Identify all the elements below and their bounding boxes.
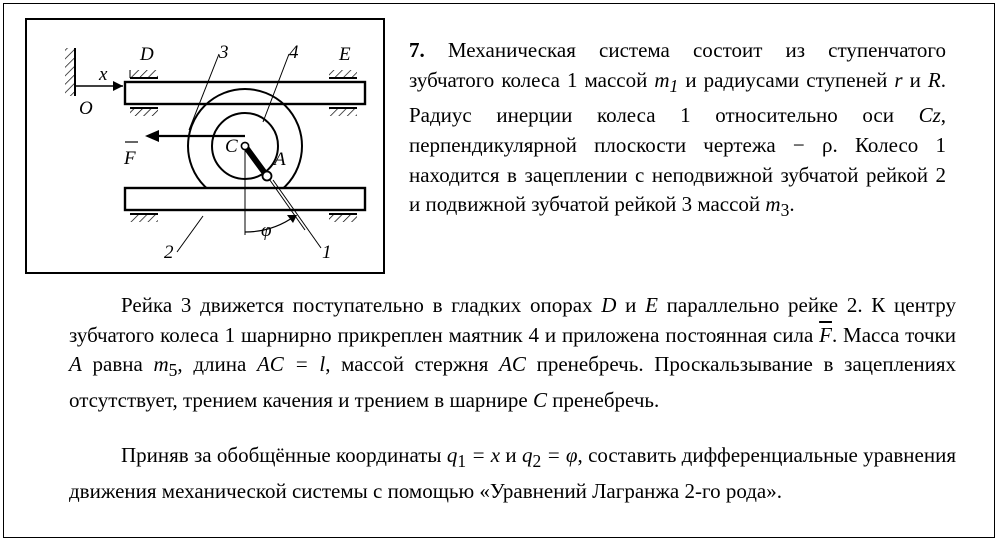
angle-arrowhead (287, 215, 297, 223)
coord-q1: q (446, 443, 458, 467)
mass-m1-sub: 1 (669, 75, 679, 96)
support-d-ref: D (601, 293, 617, 317)
support-e-ref: E (645, 293, 658, 317)
mechanism-diagram (27, 20, 383, 272)
leader-2 (177, 216, 203, 252)
p2-text-f: , длина (177, 352, 257, 377)
mass-m3-sub: 3 (780, 200, 790, 221)
label-phi: φ (261, 220, 272, 241)
paragraph-conditions (69, 291, 956, 416)
label-4: 4 (289, 42, 299, 63)
hinge-c (241, 142, 248, 149)
problem-intro (409, 36, 946, 226)
problem-page (3, 3, 995, 538)
radius-R: R (927, 67, 941, 92)
pendulum-rod (245, 146, 267, 176)
mass-m5: m (153, 352, 169, 377)
label-a: A (274, 149, 286, 170)
rack-2-ground (130, 214, 357, 222)
axis-cz: Cz (918, 103, 941, 128)
hinge-c-ref: C (532, 387, 547, 412)
p2-text-c: параллельно рейке 2. К центру зубчатого колеса 1 шарнирно прикреплен маятник 4 и приложена постоянная сила (69, 293, 956, 347)
mass-m5-sub: 5 (168, 360, 178, 381)
intro-text-b: и радиусами ступеней (678, 67, 895, 92)
point-a-ref: A (69, 352, 82, 377)
radius-r: r (894, 67, 903, 92)
p2-text-h: пренебречь. Проскальзывание в зацеплениях отсутствует, трением качения и трением в шарнире (69, 352, 956, 412)
rack-3 (125, 82, 365, 104)
p3-text-a: Приняв за обобщённые координаты (121, 443, 447, 467)
p2-text-b: и (616, 293, 646, 317)
label-1: 1 (322, 242, 332, 263)
p3-text-b: и (500, 443, 522, 467)
coord-q2-eq: = φ (541, 443, 578, 467)
p2-text-a: Рейка 3 движется поступательно в гладких опорах (121, 293, 602, 317)
mass-m3: m (765, 192, 781, 217)
rod-ac-ref: AC (499, 352, 526, 377)
mechanism-figure (25, 18, 385, 274)
coord-q2: q (521, 443, 533, 467)
label-f-vector (123, 142, 138, 169)
problem-number: 7. (409, 38, 425, 62)
label-c: C (225, 136, 238, 157)
label-e: E (339, 44, 351, 65)
intro-text-d: . Радиус инерции колеса 1 относительно оси (409, 67, 946, 128)
label-x: x (99, 64, 108, 85)
p2-text-g: , массой стержня (325, 352, 500, 377)
fixed-wall (65, 48, 75, 96)
intro-text-e: , перпендикулярной плоскости чертежа − ρ. Колесо 1 находится в зацеплении с неподвижной зубчатой рейкой 2 и подвижной зубчатой рейкой 3 массой (409, 103, 946, 217)
label-o: O (79, 98, 93, 119)
label-d: D (140, 44, 154, 65)
intro-text-c: и (902, 67, 928, 92)
force-f-ref: $\overline{F}$ (819, 322, 832, 347)
coord-q2-sub: 2 (532, 451, 542, 472)
paragraph-task (69, 441, 956, 506)
label-3: 3 (219, 42, 229, 63)
coord-q1-eq: = x (466, 443, 501, 467)
p2-text-e: равна (81, 352, 154, 377)
coord-q1-sub: 1 (457, 451, 467, 472)
p3-text-c: , составить дифференциальные уравнения движения механической системы с помощью «Уравнений Лагранжа 2-го рода». (69, 443, 956, 503)
intro-text-a: Механическая система состоит из ступенчатого зубчатого колеса 1 массой (409, 38, 947, 92)
p2-text-i: пренебречь. (547, 387, 660, 412)
label-2: 2 (164, 242, 174, 263)
point-a (263, 172, 272, 181)
mass-m1: m (654, 67, 670, 92)
intro-text-f: . (789, 192, 795, 217)
label-f: F (124, 148, 136, 169)
length-ac-l: AC = l (256, 352, 326, 377)
p2-text-d: . Масса точки (831, 322, 956, 347)
